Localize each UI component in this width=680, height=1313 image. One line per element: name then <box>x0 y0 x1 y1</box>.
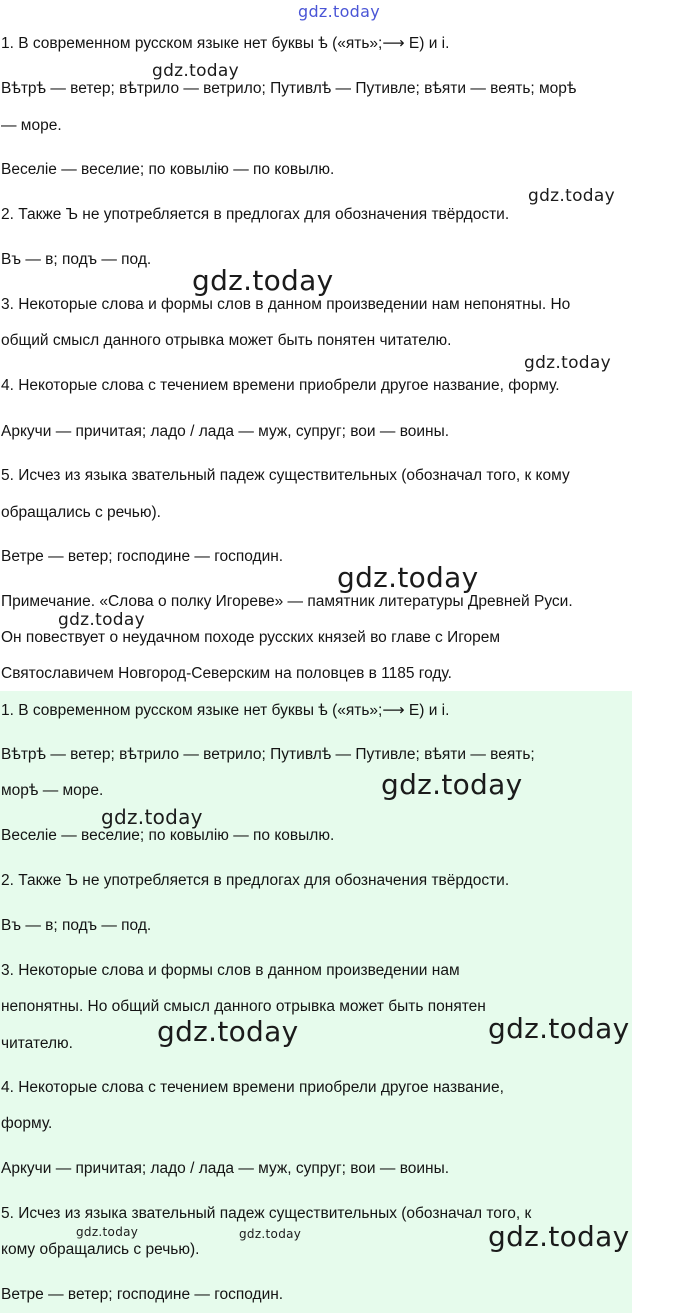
paragraph: Въ — в; подъ — под. <box>1 251 152 268</box>
paragraph: 4. Некоторые слова с течением времени приобрели другое название, форму. <box>1 377 560 394</box>
paragraph: Аркучи — причитая; ладо / лада — муж, супруг; вои — воины. <box>1 1160 450 1177</box>
paragraph: Вѣтрѣ — ветер; вѣтрило — ветрило; Путивлѣ — Путивле; вѣяти — веять; морѣ <box>1 80 577 97</box>
paragraph: 3. Некоторые слова и формы слов в данном произведении нам непонятны. Но <box>1 296 571 313</box>
paragraph: Въ — в; подъ — под. <box>1 917 152 934</box>
watermark: gdz.today <box>152 61 239 81</box>
watermark: gdz.today <box>157 1015 299 1048</box>
watermark: gdz.today <box>528 186 615 206</box>
paragraph: читателю. <box>1 1035 73 1052</box>
watermark: gdz.today <box>101 805 203 829</box>
paragraph: Он повествует о неудачном походе русских князей во главе с Игорем <box>1 629 501 646</box>
watermark: gdz.today <box>488 1220 630 1253</box>
watermark: gdz.today <box>488 1012 630 1045</box>
paragraph: Веселіе — веселие; по ковылію — по ковылю. <box>1 827 335 844</box>
paragraph: 3. Некоторые слова и формы слов в данном произведении нам <box>1 962 460 979</box>
paragraph: Ветре — ветер; господине — господин. <box>1 1286 284 1303</box>
watermark: gdz.today <box>298 2 380 21</box>
paragraph: Ветре — ветер; господине — господин. <box>1 548 284 565</box>
paragraph: 5. Исчез из языка звательный падеж существительных (обозначал того, к кому <box>1 467 570 484</box>
watermark: gdz.today <box>239 1227 302 1241</box>
watermark: gdz.today <box>192 264 334 297</box>
paragraph: 5. Исчез из языка звательный падеж существительных (обозначал того, к <box>1 1205 532 1222</box>
paragraph: общий смысл данного отрывка может быть понятен читателю. <box>1 332 452 349</box>
paragraph: Веселіе — веселие; по ковылію — по ковылю. <box>1 161 335 178</box>
paragraph: кому обращались с речью). <box>1 1241 200 1258</box>
paragraph: 2. Также Ъ не употребляется в предлогах для обозначения твёрдости. <box>1 872 510 889</box>
watermark: gdz.today <box>337 561 479 594</box>
paragraph: — море. <box>1 117 62 134</box>
watermark: gdz.today <box>381 768 523 801</box>
watermark: gdz.today <box>524 353 611 373</box>
paragraph: непонятны. Но общий смысл данного отрывка может быть понятен <box>1 998 486 1015</box>
paragraph: Примечание. «Слова о полку Игореве» — памятник литературы Древней Руси. <box>1 593 573 610</box>
paragraph: Святославичем Новгород-Северским на половцев в 1185 году. <box>1 665 452 682</box>
paragraph: 4. Некоторые слова с течением времени приобрели другое название, <box>1 1079 504 1096</box>
paragraph: морѣ — море. <box>1 782 104 799</box>
paragraph: форму. <box>1 1115 53 1132</box>
paragraph: 2. Также Ъ не употребляется в предлогах для обозначения твёрдости. <box>1 206 510 223</box>
paragraph: обращались с речью). <box>1 504 161 521</box>
paragraph: 1. В современном русском языке нет буквы ѣ («ять»;⟶ Е) и і. <box>1 35 450 52</box>
watermark: gdz.today <box>76 1225 139 1239</box>
watermark: gdz.today <box>58 610 145 630</box>
paragraph: Аркучи — причитая; ладо / лада — муж, супруг; вои — воины. <box>1 423 450 440</box>
paragraph: Вѣтрѣ — ветер; вѣтрило — ветрило; Путивлѣ — Путивле; вѣяти — веять; <box>1 746 535 763</box>
paragraph: 1. В современном русском языке нет буквы ѣ («ять»;⟶ Е) и і. <box>1 702 450 719</box>
